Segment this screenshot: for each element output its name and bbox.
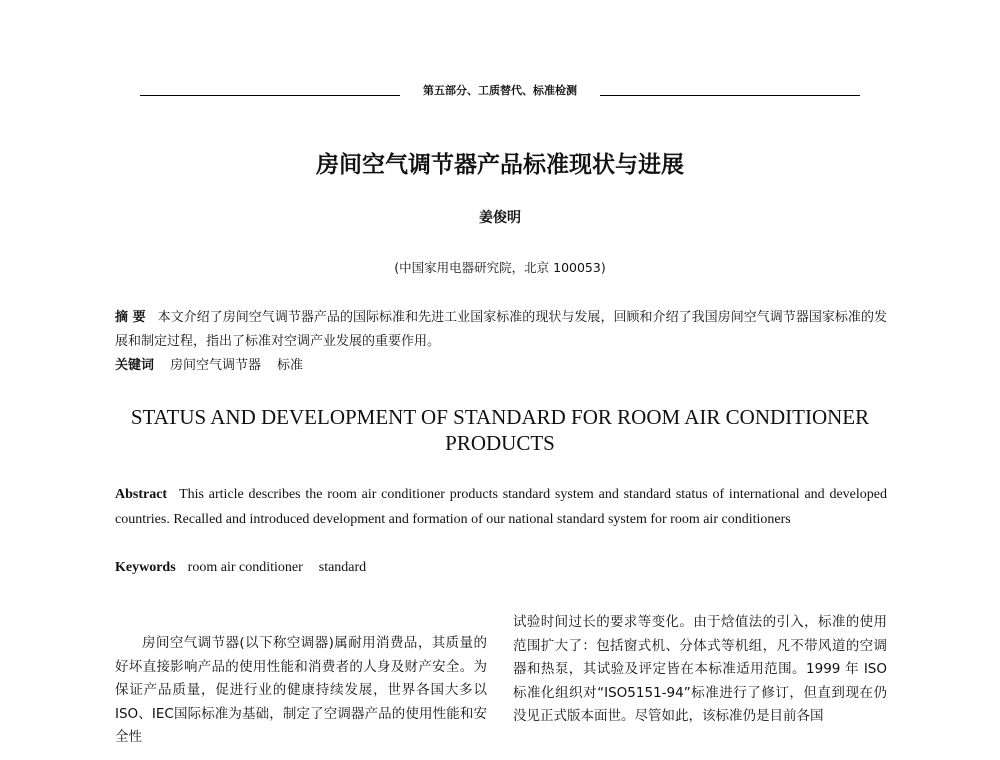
keywords-zh-label: 关键词: [115, 358, 155, 373]
paper-title-zh: 房间空气调节器产品标准现状与进展: [316, 152, 684, 178]
body-column-left: 房间空气调节器(以下称空调器)属耐用消费品，其质量的好坏直接影响产品的使用性能和消费者的人身及财产安全。为保证产品质量，促进行业的健康持续发展，世界各国大多以ISO、IEC国际标准为基础，制定了空调器产品的使用性能和安全性: [115, 635, 487, 746]
abstract-zh: [115, 306, 887, 354]
author-name: 姜俊明: [479, 210, 521, 226]
keyword-en-item: standard: [318, 560, 367, 575]
abstract-en-label: Abstract: [115, 487, 168, 502]
keyword-zh-item: 房间空气调节器: [170, 358, 262, 373]
running-header: 第五部分、工质替代、标准检测: [400, 84, 600, 98]
keywords-en-label: Keywords: [115, 560, 176, 575]
abstract-zh-label: 摘 要: [115, 310, 146, 325]
abstract-en-text: This article describes the room air conditioner products standard system and standard status of international and developed countries. Recalled and introduced development and formation of our national standard system for room air conditioners: [115, 487, 887, 527]
keyword-zh-item: 标准: [277, 358, 304, 373]
keywords-zh: [115, 355, 887, 377]
keywords-en: [115, 555, 887, 580]
abstract-en: [115, 482, 887, 532]
abstract-zh-text: 本文介绍了房间空气调节器产品的国际标准和先进工业国家标准的现状与发展，回顾和介绍了我国房间空气调节器国家标准的发展和制定过程，指出了标准对空调产业发展的重要作用。: [115, 310, 887, 349]
keyword-en-item: room air conditioner: [187, 560, 303, 575]
affiliation: (中国家用电器研究院，北京 100053): [394, 260, 606, 275]
paper-title-en: STATUS AND DEVELOPMENT OF STANDARD FOR ROOM AIR CONDITIONER PRODUCTS: [130, 405, 870, 455]
body-column-right: 试验时间过长的要求等变化。由于焓值法的引入，标准的使用范围扩大了：包括窗式机、分体式等机组，凡不带风道的空调器和热泵，其试验及评定皆在本标准适用范围。1999 年 ISO 标准化组织对“ISO5151-94”标准进行了修订，但直到现在仍没见正式版本面世。尽管如此，该标准仍是目前各国: [513, 614, 887, 725]
